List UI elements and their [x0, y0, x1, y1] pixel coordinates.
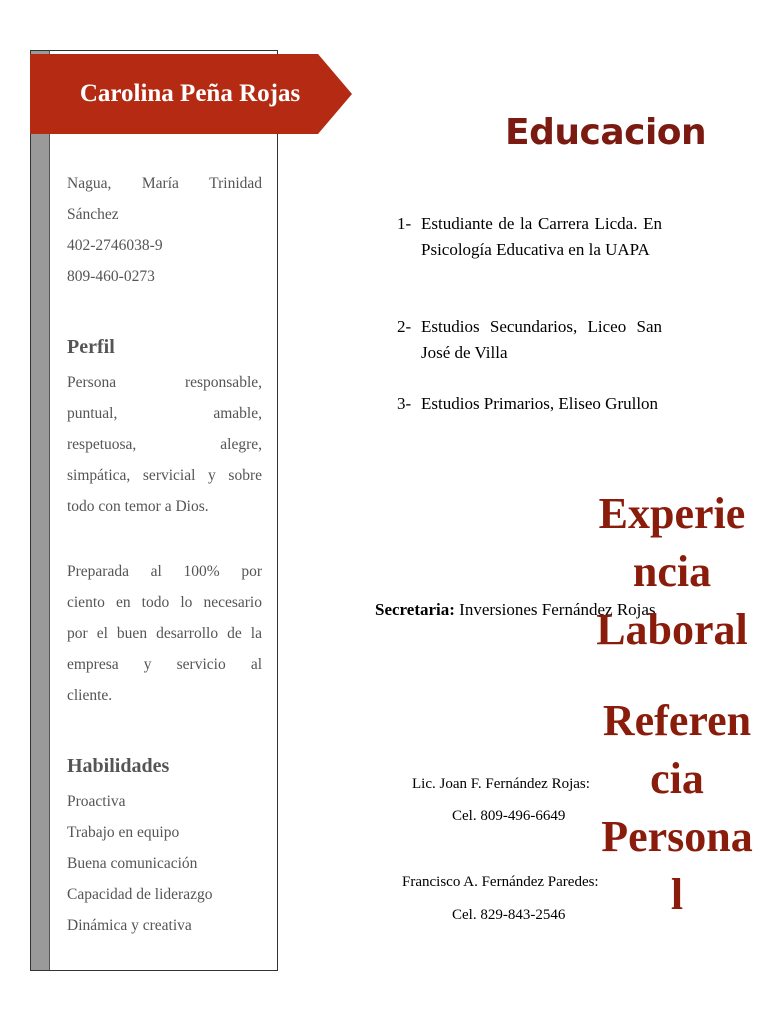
profile-line: Preparada al 100% por: [67, 563, 262, 580]
education-item-text: Estudiante de la Carrera Licda. En Psicología Educativa en la UAPA: [421, 214, 662, 259]
skill-item: Trabajo en equipo: [67, 824, 180, 841]
reference-phone: Cel. 809-496-6649: [452, 808, 566, 824]
skill-item: Capacidad de liderazgo: [67, 886, 213, 903]
education-item-text: Estudios Secundarios, Liceo San José de Villa: [421, 317, 662, 362]
profile-word: amable,: [213, 405, 262, 422]
reference-name: Lic. Joan F. Fernández Rojas:: [412, 776, 590, 792]
id-number: 402-2746038-9: [67, 237, 163, 254]
profile-line: ciento en todo lo necesario: [67, 594, 262, 611]
profile-line: todo con temor a Dios.: [67, 498, 209, 515]
education-item: [397, 314, 662, 366]
education-item: [397, 391, 662, 417]
profile-line: simpática, servicial y sobre: [67, 467, 262, 484]
skills-section: [67, 752, 262, 780]
references-title-line: Persona: [601, 812, 753, 861]
education-item-number: 2-: [397, 317, 412, 336]
reference-name: Francisco A. Fernández Paredes:: [402, 874, 599, 890]
address-line-1: [67, 168, 262, 199]
contact-block: [67, 168, 262, 292]
phone-number: 809-460-0273: [67, 268, 155, 285]
profile-line: empresa y servicio al: [67, 656, 262, 673]
experience-title-line: Experie: [598, 489, 746, 538]
profile-word: puntual,: [67, 405, 118, 422]
references-title-line: l: [670, 870, 684, 919]
profile-line: cliente.: [67, 687, 113, 704]
education-item-text: Estudios Primarios, Eliseo Grullon: [421, 394, 659, 413]
education-title: Educacion: [505, 112, 707, 153]
education-item: [397, 211, 662, 263]
profile-paragraph-2: [67, 556, 262, 711]
profile-heading: Perfil: [67, 336, 115, 358]
profile-word: responsable,: [184, 374, 262, 391]
education-item-number: 1-: [397, 214, 412, 233]
sidebar-strip: [31, 51, 50, 970]
skill-item: Buena comunicación: [67, 855, 198, 872]
skill-item: Dinámica y creativa: [67, 917, 192, 934]
address-word: Nagua,: [67, 175, 112, 192]
education-item-number: 3-: [397, 394, 412, 413]
experience-title-line: Laboral: [596, 605, 748, 654]
references-title-line: cia: [650, 754, 704, 803]
profile-line: [67, 398, 262, 429]
job-company: Inversiones Fernández Rojas: [459, 600, 656, 619]
references-title-line: Referen: [602, 696, 752, 745]
skills-list: [67, 786, 262, 941]
skills-heading: Habilidades: [67, 755, 170, 777]
experience-title: [592, 485, 752, 659]
address-word: María: [141, 175, 179, 192]
profile-word: alegre,: [220, 436, 262, 453]
reference-phone: Cel. 829-843-2546: [452, 907, 566, 923]
address-word: Trinidad: [209, 175, 262, 192]
job-role: Secretaria:: [375, 600, 455, 619]
profile-section: [67, 333, 262, 361]
candidate-name: Carolina Peña Rojas: [79, 80, 301, 107]
references-title: [594, 692, 760, 924]
profile-paragraph-1: [67, 367, 262, 522]
experience-title-line: ncia: [632, 547, 712, 596]
profile-word: respetuosa,: [67, 436, 137, 453]
profile-line: [67, 429, 262, 460]
skill-item: Proactiva: [67, 793, 126, 810]
profile-line: por el buen desarrollo de la: [67, 625, 262, 642]
profile-word: Persona: [67, 374, 117, 391]
profile-line: [67, 367, 262, 398]
address-line-2: Sánchez: [67, 206, 119, 223]
